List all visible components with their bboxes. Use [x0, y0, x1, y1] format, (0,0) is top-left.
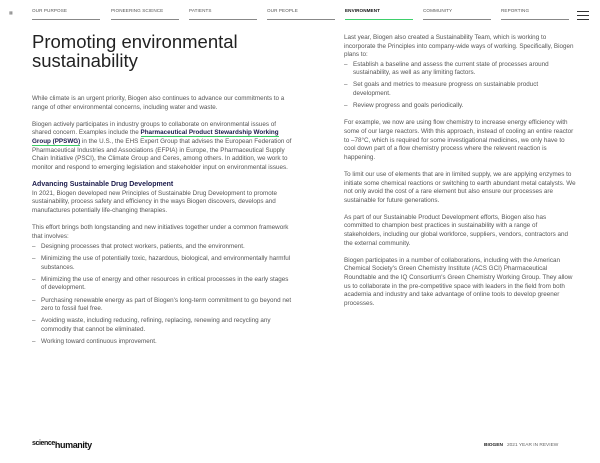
- flow-chemistry-paragraph: For example, we now are using flow chemistry to increase energy efficiency with some of our large reactors. With this approach, instead of cooling an entire reactor to –78°C, which is required for some investigational medicines, we only have to cool down part of a flow chemistry process where the relevent reaction is happening.: [344, 119, 574, 161]
- principles-paragraph: In 2021, Biogen developed new Principles of Sustainable Drug Development to promote sustainability, process safety and efficiency in the ways Biogen discovers, develops and manufactures potentially life-changing therapies.: [32, 189, 278, 214]
- logo-text-science: science: [32, 440, 55, 447]
- top-nav: [0, 0, 600, 24]
- stakeholders-paragraph: As part of our Sustainable Product Development efforts, Biogen also has committed to champion best practices in sustainability with a range of stakeholders, including our global workforce, suppliers, vendors, contractors and the external community.: [344, 213, 569, 247]
- logo-text-humanity: humanity: [54, 440, 92, 450]
- list-item: – Minimizing the use of potentially toxic, hazardous, biological, and environmentally harmful substances.: [32, 255, 294, 272]
- ppswg-link[interactable]: Pharmaceutical Product Stewardship Working Group (PPSWG): [32, 129, 279, 145]
- nav-patients[interactable]: PATIENTS: [189, 8, 257, 20]
- list-item: – Review progress and goals periodically.: [344, 102, 576, 111]
- nav-pioneering-science[interactable]: PIONEERING SCIENCE: [111, 8, 179, 20]
- limited-supply-paragraph: To limit our use of elements that are in limited supply, we are applying enzymes to initiate some chemical reactions or switching to earth abundant metal catalysts. We not only avoid the cost of a rare element but also ensure our processes are sustainable for future generations.: [344, 170, 576, 204]
- nav-environment[interactable]: ENVIRONMENT: [345, 8, 413, 20]
- sustainability-team-paragraph: Last year, Biogen also created a Sustainability Team, which is working to incorporate the Principles into company-wide ways of working. Specifically, Biogen plans to:: [344, 34, 574, 59]
- list-item: – Avoiding waste, including reducing, refining, replacing, renewing and recycling any commodity that cannot be eliminated.: [32, 317, 294, 334]
- list-item: – Set goals and metrics to measure progress on sustainable product development.: [344, 81, 576, 98]
- grid-icon[interactable]: ▦: [9, 10, 13, 15]
- list-item: – Working toward continuous improvement.: [32, 338, 294, 347]
- footer-brand: BIOGEN: [484, 443, 503, 448]
- text: Biogen actively participates in industry groups to collaborate on environmental issues of shared concern. Examples include the: [32, 120, 276, 137]
- page-title: Promoting environmental sustainability: [32, 31, 238, 71]
- plans-list: [344, 61, 576, 111]
- footer-report-title: 2021 YEAR IN REVIEW: [506, 443, 559, 448]
- right-column: [344, 34, 576, 317]
- framework-list: [32, 243, 294, 346]
- list-item: – Purchasing renewable energy as part of Biogen's long-term commitment to go beyond net zero to fossil fuel free.: [32, 297, 294, 314]
- nav-our-purpose[interactable]: OUR PURPOSE: [32, 8, 100, 20]
- footer-label: [484, 443, 558, 448]
- list-item: – Minimizing the use of energy and other resources in critical processes in the early stages of development.: [32, 276, 294, 293]
- list-item: – Establish a baseline and assess the current state of processes around sustainability, as well as any limiting factors.: [344, 61, 576, 78]
- industry-groups-paragraph: [32, 121, 294, 173]
- hamburger-menu-icon[interactable]: [577, 11, 589, 20]
- left-column: [32, 95, 294, 355]
- text: in the U.S., the EHS Expert Group that advises the European Federation of Pharmaceutical Industries and Associations (EFPIA) in Europe, the Pharmaceutical Supply Chain Initiative (PSCI), the Climate Group and Ceres, among others. In addition, we work to monitor and respond to emerging legislation and stakeholder input on environmental issues.: [32, 137, 292, 171]
- nav-our-people[interactable]: OUR PEOPLE: [267, 8, 335, 20]
- section-heading: Advancing Sustainable Drug Development: [32, 180, 174, 188]
- nav-reporting[interactable]: REPORTING: [501, 8, 569, 20]
- nav-community[interactable]: COMMUNITY: [423, 8, 491, 20]
- science-humanity-logo: [32, 440, 92, 450]
- collaborations-paragraph: Biogen participates in a number of collaborations, including with the American Chemical Society's Green Chemistry Institute (ACS GCI) Pharmaceutical Roundtable and the IQ Consortium's Green Chemistry Working Group. They allow us to collaborate in the pre-competitive space with leaders in the field from both academia and industry and take advantage of online tools to develop greener processes.: [344, 256, 573, 307]
- intro-paragraph: While climate is an urgent priority, Biogen also continues to advance our commitments to a range of other environmental concerns, including water and waste.: [32, 95, 285, 111]
- framework-paragraph: This effort brings both longstanding and new initiatives together under a common framework that involves:: [32, 223, 289, 240]
- list-item: – Designing processes that protect workers, patients, and the environment.: [32, 243, 294, 252]
